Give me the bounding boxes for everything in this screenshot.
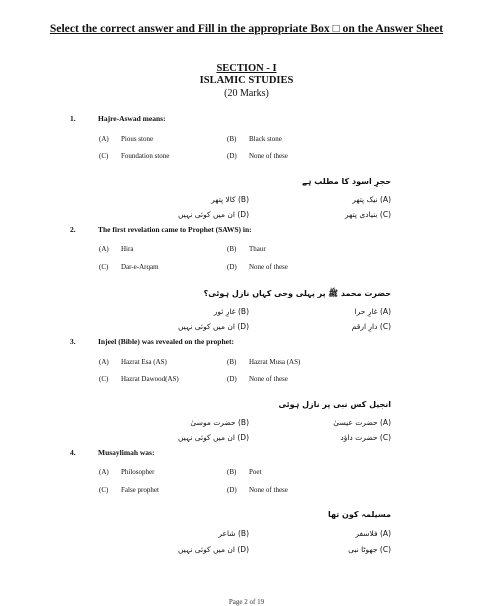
option-text: حضرت عیسیٰ (333, 418, 378, 427)
option-text: Poet (249, 468, 262, 476)
option-text: حضرت داؤد (340, 433, 378, 442)
option-label: (B) (237, 418, 249, 427)
option-a[interactable] (99, 358, 167, 366)
option-label: (A) (379, 529, 391, 538)
urdu-option-b[interactable] (211, 195, 249, 204)
option-text: None of these (249, 375, 288, 383)
option-a[interactable] (99, 468, 154, 476)
question-number: 3. (70, 337, 76, 346)
instruction-suffix: on the Answer Sheet (342, 22, 444, 35)
option-b[interactable] (227, 245, 266, 253)
option-text: Black stone (249, 135, 282, 143)
option-label: (B) (227, 358, 237, 366)
subject-title: ISLAMIC STUDIES (199, 75, 294, 86)
option-text: Hazrat Dawood(AS) (121, 375, 179, 383)
urdu-option-d[interactable] (178, 433, 249, 442)
option-text: فلاسفر (355, 529, 378, 538)
question-number: 4. (70, 448, 76, 457)
option-label: (A) (99, 245, 109, 253)
option-a[interactable] (99, 135, 153, 143)
option-label: (C) (379, 545, 391, 554)
option-a[interactable] (99, 245, 133, 253)
option-text: None of these (249, 263, 288, 271)
option-text: غارِ حرا (354, 307, 378, 316)
option-d[interactable] (227, 486, 288, 494)
option-text: بنیادی پتھر (345, 210, 378, 219)
question-number: 2. (70, 225, 76, 234)
option-label: (D) (237, 433, 249, 442)
urdu-option-c[interactable] (352, 322, 391, 331)
option-text: None of these (249, 152, 288, 160)
urdu-option-c[interactable] (348, 545, 391, 554)
option-label: (A) (99, 135, 109, 143)
urdu-option-b[interactable] (190, 418, 249, 427)
option-label: (A) (379, 195, 391, 204)
option-label: (A) (99, 358, 109, 366)
question-text: Hajre-Aswad means: (98, 114, 166, 123)
option-text: غارِ ثور (213, 307, 236, 316)
option-text: ان میں کوئی نہیں (177, 545, 235, 554)
option-label: (D) (227, 152, 237, 160)
option-text: Pious stone (121, 135, 154, 143)
option-label: (B) (237, 195, 249, 204)
urdu-option-a[interactable] (352, 195, 391, 204)
urdu-option-c[interactable] (340, 433, 391, 442)
urdu-question: مسیلمہ کون تھا (327, 510, 391, 519)
option-label: (C) (379, 433, 391, 442)
option-text: دارِ ارقم (351, 322, 378, 331)
urdu-option-a[interactable] (355, 307, 391, 316)
option-text: ان میں کوئی نہیں (177, 433, 235, 442)
option-c[interactable] (99, 152, 169, 160)
option-text: نیک پتھر (352, 195, 378, 204)
option-label: (B) (227, 245, 237, 253)
answer-box-icon: □ (332, 22, 340, 35)
urdu-option-a[interactable] (355, 529, 391, 538)
urdu-question: حجرِ اسود کا مطلب ہے (302, 177, 391, 186)
instruction-prefix: Select the correct answer and Fill in the appropriate Box (49, 22, 330, 35)
option-label: (A) (379, 418, 391, 427)
question-text: Injeel (Bible) was revealed on the prophet: (98, 337, 234, 346)
urdu-option-d[interactable] (178, 322, 249, 331)
option-text: False prophet (121, 486, 159, 494)
option-d[interactable] (227, 263, 288, 271)
option-text: Foundation stone (121, 152, 170, 160)
option-text: None of these (249, 486, 288, 494)
option-label: (D) (237, 322, 249, 331)
option-label: (A) (379, 307, 391, 316)
option-text: کالا پتھر (211, 195, 236, 204)
option-text: Philosopher (121, 468, 155, 476)
option-label: (B) (237, 529, 249, 538)
option-c[interactable] (99, 263, 159, 271)
instruction-heading (0, 22, 493, 36)
option-c[interactable] (99, 486, 159, 494)
option-text: جھوٹا نبی (348, 545, 378, 554)
question-text: The first revelation came to Prophet (SAWS) in: (98, 225, 252, 234)
urdu-option-d[interactable] (178, 545, 249, 554)
option-text: حضرت موسیٰ (190, 418, 236, 427)
option-label: (B) (227, 135, 237, 143)
option-text: Hira (121, 245, 134, 253)
option-c[interactable] (99, 375, 179, 383)
option-label: (C) (379, 210, 391, 219)
urdu-question: حضرت محمد ﷺ پر پہلی وحی کہاں نازل ہوئی؟ (203, 289, 391, 298)
option-label: (D) (227, 375, 237, 383)
option-d[interactable] (227, 375, 288, 383)
option-text: ان میں کوئی نہیں (177, 210, 235, 219)
urdu-option-b[interactable] (214, 307, 249, 316)
question-text: Musaylimah was: (98, 448, 155, 457)
option-d[interactable] (227, 152, 288, 160)
option-b[interactable] (227, 468, 261, 476)
option-text: شاعر (218, 529, 236, 538)
marks-label: (20 Marks) (224, 88, 269, 99)
urdu-option-d[interactable] (178, 210, 249, 219)
option-label: (B) (237, 307, 249, 316)
option-label: (C) (99, 263, 109, 271)
option-b[interactable] (227, 135, 282, 143)
option-text: Dar-e-Arqam (121, 263, 159, 271)
option-b[interactable] (227, 358, 300, 366)
option-text: Hazrat Esa (AS) (121, 358, 167, 366)
option-text: Thaur (249, 245, 266, 253)
question-number: 1. (70, 114, 76, 123)
option-text: Hazrat Musa (AS) (249, 358, 301, 366)
urdu-option-b[interactable] (218, 529, 249, 538)
section-title: SECTION - I (216, 63, 277, 74)
option-label: (B) (227, 468, 237, 476)
urdu-question: انجیل کس نبی پر نازل ہوئی (278, 400, 391, 409)
option-label: (A) (99, 468, 109, 476)
option-text: ان میں کوئی نہیں (177, 322, 235, 331)
page-number: Page 2 of 19 (228, 598, 265, 606)
option-label: (D) (237, 210, 249, 219)
option-label: (D) (227, 486, 237, 494)
option-label: (C) (99, 486, 109, 494)
option-label: (C) (99, 375, 109, 383)
urdu-option-a[interactable] (333, 418, 391, 427)
option-label: (D) (227, 263, 237, 271)
option-label: (C) (379, 322, 391, 331)
option-label: (C) (99, 152, 109, 160)
option-label: (D) (237, 545, 249, 554)
urdu-option-c[interactable] (345, 210, 391, 219)
